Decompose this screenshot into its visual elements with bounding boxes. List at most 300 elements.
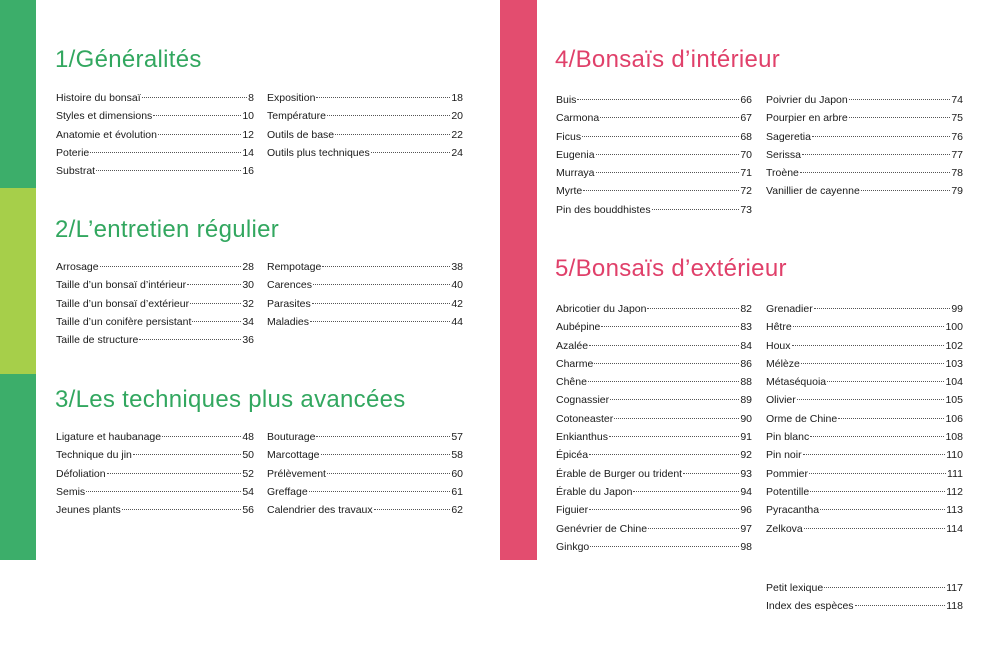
toc-entry-page-number: 48 bbox=[242, 431, 254, 443]
toc-entry-page-number: 83 bbox=[740, 321, 752, 334]
toc-entry bbox=[556, 483, 752, 501]
toc-entry bbox=[766, 428, 963, 446]
dot-leader bbox=[583, 190, 739, 191]
toc-entry bbox=[556, 318, 752, 336]
toc-entry-label: Prélèvement bbox=[267, 467, 326, 480]
toc-entry-label: Sageretia bbox=[766, 130, 811, 143]
dot-leader bbox=[589, 509, 739, 510]
toc-entry bbox=[556, 373, 752, 391]
dot-leader bbox=[582, 136, 739, 137]
dot-leader bbox=[609, 436, 739, 437]
toc-entry-page-number: 8 bbox=[248, 92, 254, 104]
toc-column bbox=[56, 258, 254, 349]
toc-entry-page-number: 50 bbox=[242, 449, 254, 462]
toc-entry-page-number: 82 bbox=[740, 303, 752, 315]
toc-entry bbox=[267, 501, 463, 519]
toc-entry-page-number: 36 bbox=[242, 334, 254, 347]
toc-entry-label: Taille d’un bonsaï d’intérieur bbox=[56, 279, 187, 292]
toc-entry-page-number: 12 bbox=[242, 128, 254, 141]
toc-column bbox=[766, 91, 963, 201]
dot-leader bbox=[801, 363, 945, 364]
toc-entry-page-number: 54 bbox=[242, 485, 254, 498]
toc-entry-label: Bouturage bbox=[267, 431, 316, 443]
toc-entry-page-number: 20 bbox=[451, 110, 463, 123]
toc-entry-page-number: 73 bbox=[740, 203, 752, 216]
toc-entry-label: Troène bbox=[766, 167, 799, 180]
dot-leader bbox=[309, 491, 451, 492]
toc-entry bbox=[267, 428, 463, 446]
toc-entry-label: Pommier bbox=[766, 467, 809, 480]
toc-entry-page-number: 104 bbox=[945, 376, 963, 389]
toc-entry-label: Maladies bbox=[267, 315, 310, 328]
dot-leader bbox=[153, 115, 241, 116]
toc-entry-label: Figuier bbox=[556, 504, 589, 517]
toc-entry bbox=[556, 109, 752, 127]
toc-entry-page-number: 22 bbox=[451, 128, 463, 141]
toc-entry-page-number: 62 bbox=[451, 504, 463, 517]
toc-entry-label: Ligature et haubanage bbox=[56, 431, 162, 443]
dot-leader bbox=[322, 266, 450, 267]
toc-entry-label: Jeunes plants bbox=[56, 504, 121, 517]
toc-entry-page-number: 79 bbox=[951, 185, 963, 198]
dot-leader bbox=[614, 418, 739, 419]
dot-leader bbox=[162, 436, 241, 437]
toc-entry-page-number: 71 bbox=[740, 167, 752, 180]
toc-entry-page-number: 89 bbox=[740, 394, 752, 407]
toc-entry-page-number: 60 bbox=[451, 467, 463, 480]
toc-entry-label: Carmona bbox=[556, 112, 600, 125]
section-title-techniques: 3/Les techniques plus avancées bbox=[55, 386, 406, 413]
toc-entry bbox=[766, 446, 963, 464]
toc-entry bbox=[56, 446, 254, 464]
dot-leader bbox=[633, 491, 739, 492]
dot-leader bbox=[310, 321, 450, 322]
toc-entry-label: Arrosage bbox=[56, 261, 99, 273]
dot-leader bbox=[610, 399, 739, 400]
toc-column bbox=[56, 428, 254, 519]
toc-entry bbox=[56, 295, 254, 313]
dot-leader bbox=[133, 454, 241, 455]
toc-entry bbox=[267, 483, 463, 501]
toc-entry bbox=[56, 501, 254, 519]
toc-column bbox=[556, 91, 752, 219]
dot-leader bbox=[589, 345, 739, 346]
toc-column bbox=[766, 300, 963, 538]
toc-entry-page-number: 86 bbox=[740, 357, 752, 370]
toc-entry-label: Taille d’un bonsaï d’extérieur bbox=[56, 297, 190, 310]
dot-leader bbox=[577, 99, 739, 100]
toc-entry-label: Anatomie et évolution bbox=[56, 128, 157, 141]
dot-leader bbox=[327, 473, 450, 474]
toc-entry-label: Taille d’un conifère persistant bbox=[56, 315, 192, 328]
toc-entry bbox=[556, 538, 752, 556]
toc-entry-page-number: 84 bbox=[740, 339, 752, 352]
green-side-bar bbox=[0, 0, 36, 188]
dot-leader bbox=[313, 284, 450, 285]
toc-entry bbox=[556, 501, 752, 519]
dot-leader bbox=[596, 154, 740, 155]
toc-entry-page-number: 117 bbox=[946, 582, 963, 594]
toc-entry bbox=[556, 465, 752, 483]
toc-entry-page-number: 57 bbox=[451, 431, 463, 443]
toc-entry bbox=[556, 337, 752, 355]
toc-entry bbox=[267, 465, 463, 483]
toc-entry-label: Ficus bbox=[556, 130, 582, 143]
toc-entry bbox=[267, 89, 463, 107]
toc-entry-label: Serissa bbox=[766, 148, 802, 161]
dot-leader bbox=[192, 321, 241, 322]
toc-entry-label: Petit lexique bbox=[766, 582, 824, 594]
toc-entry bbox=[267, 107, 463, 125]
toc-entry-page-number: 102 bbox=[945, 339, 963, 352]
toc-entry-page-number: 90 bbox=[740, 412, 752, 425]
toc-entry bbox=[267, 144, 463, 162]
toc-entry bbox=[766, 91, 963, 109]
toc-entry-page-number: 88 bbox=[740, 376, 752, 389]
toc-column bbox=[556, 300, 752, 556]
toc-entry-label: Orme de Chine bbox=[766, 412, 838, 425]
toc-entry-label: Température bbox=[267, 110, 326, 123]
toc-entry-page-number: 10 bbox=[242, 110, 254, 123]
toc-entry-page-number: 93 bbox=[740, 467, 752, 480]
toc-entry-label: Technique du jin bbox=[56, 449, 132, 462]
dot-leader bbox=[316, 436, 450, 437]
toc-entry-page-number: 78 bbox=[951, 167, 963, 180]
dot-leader bbox=[190, 303, 241, 304]
dot-leader bbox=[803, 454, 946, 455]
toc-entry-page-number: 77 bbox=[951, 148, 963, 161]
dot-leader bbox=[792, 345, 945, 346]
dot-leader bbox=[652, 209, 740, 210]
toc-entry-page-number: 61 bbox=[451, 485, 463, 498]
toc-entry bbox=[766, 300, 963, 318]
toc-entry bbox=[766, 182, 963, 200]
toc-entry bbox=[556, 428, 752, 446]
toc-entry bbox=[556, 410, 752, 428]
dot-leader bbox=[316, 97, 450, 98]
toc-entry bbox=[556, 201, 752, 219]
toc-entry-page-number: 118 bbox=[946, 600, 963, 613]
dot-leader bbox=[158, 134, 241, 135]
toc-entry bbox=[556, 182, 752, 200]
dot-leader bbox=[594, 363, 739, 364]
dot-leader bbox=[809, 473, 946, 474]
toc-entry bbox=[766, 128, 963, 146]
toc-entry-label: Taille de structure bbox=[56, 334, 139, 347]
toc-entry-page-number: 28 bbox=[242, 261, 254, 273]
toc-entry bbox=[766, 483, 963, 501]
toc-entry bbox=[556, 128, 752, 146]
toc-entry bbox=[556, 91, 752, 109]
toc-entry-page-number: 56 bbox=[242, 504, 254, 517]
dot-leader bbox=[648, 528, 739, 529]
toc-entry-label: Greffage bbox=[267, 485, 308, 498]
dot-leader bbox=[800, 172, 950, 173]
toc-entry bbox=[56, 428, 254, 446]
dot-leader bbox=[90, 152, 241, 153]
dot-leader bbox=[371, 152, 451, 153]
toc-entry-page-number: 58 bbox=[451, 449, 463, 462]
section-title-interieur: 4/Bonsaïs d’intérieur bbox=[555, 46, 781, 73]
toc-entry-label: Charme bbox=[556, 357, 594, 370]
toc-entry bbox=[766, 465, 963, 483]
toc-entry bbox=[766, 597, 963, 615]
toc-entry-label: Érable du Japon bbox=[556, 485, 633, 498]
toc-entry-page-number: 52 bbox=[242, 467, 254, 480]
dot-leader bbox=[824, 587, 945, 588]
toc-entry bbox=[56, 126, 254, 144]
dot-leader bbox=[861, 190, 951, 191]
toc-entry-page-number: 113 bbox=[946, 504, 963, 517]
dot-leader bbox=[596, 172, 740, 173]
toc-entry bbox=[267, 258, 463, 276]
toc-entry bbox=[766, 146, 963, 164]
toc-entry bbox=[56, 107, 254, 125]
toc-entry-label: Pin noir bbox=[766, 449, 802, 462]
toc-column bbox=[267, 258, 463, 331]
section-title-exterieur: 5/Bonsaïs d’extérieur bbox=[555, 255, 787, 282]
dot-leader bbox=[100, 266, 242, 267]
toc-column bbox=[766, 579, 963, 616]
toc-entry-label: Vanillier de cayenne bbox=[766, 185, 860, 198]
toc-entry-page-number: 74 bbox=[951, 94, 963, 106]
toc-entry bbox=[556, 520, 752, 538]
toc-entry bbox=[766, 579, 963, 597]
toc-entry-page-number: 75 bbox=[951, 112, 963, 125]
toc-entry bbox=[766, 410, 963, 428]
toc-entry bbox=[56, 313, 254, 331]
toc-entry-label: Carences bbox=[267, 279, 312, 292]
toc-entry-label: Enkianthus bbox=[556, 431, 608, 444]
toc-entry-label: Rempotage bbox=[267, 261, 322, 273]
toc-entry bbox=[56, 465, 254, 483]
toc-entry-label: Outils de base bbox=[267, 128, 335, 141]
section-title-generalites: 1/Généralités bbox=[55, 46, 202, 73]
section-title-entretien: 2/L’entretien régulier bbox=[55, 216, 280, 243]
toc-entry bbox=[56, 276, 254, 294]
dot-leader bbox=[849, 99, 951, 100]
toc-entry-page-number: 106 bbox=[945, 412, 963, 425]
toc-entry bbox=[556, 300, 752, 318]
toc-entry bbox=[766, 391, 963, 409]
toc-entry-label: Poivrier du Japon bbox=[766, 94, 848, 106]
dot-leader bbox=[814, 308, 951, 309]
toc-entry-page-number: 40 bbox=[451, 279, 463, 292]
toc-entry-label: Défoliation bbox=[56, 467, 106, 480]
toc-entry-label: Métaséquoia bbox=[766, 376, 827, 389]
toc-entry-label: Substrat bbox=[56, 165, 96, 178]
toc-entry-label: Poterie bbox=[56, 146, 90, 159]
toc-entry-page-number: 92 bbox=[740, 449, 752, 462]
toc-entry bbox=[766, 164, 963, 182]
dot-leader bbox=[187, 284, 241, 285]
toc-entry bbox=[766, 109, 963, 127]
toc-entry bbox=[56, 483, 254, 501]
toc-entry-label: Potentille bbox=[766, 485, 810, 498]
toc-entry-label: Pin des bouddhistes bbox=[556, 203, 651, 216]
dot-leader bbox=[601, 326, 739, 327]
toc-entry-label: Murraya bbox=[556, 167, 595, 180]
toc-entry-label: Épicéa bbox=[556, 449, 589, 462]
toc-entry bbox=[56, 162, 254, 180]
dot-leader bbox=[793, 326, 945, 327]
dot-leader bbox=[600, 117, 739, 118]
toc-entry-label: Buis bbox=[556, 94, 577, 106]
dot-leader bbox=[374, 509, 451, 510]
dot-leader bbox=[802, 154, 950, 155]
dot-leader bbox=[838, 418, 944, 419]
toc-entry-label: Abricotier du Japon bbox=[556, 303, 647, 315]
toc-entry bbox=[556, 146, 752, 164]
toc-entry-label: Olivier bbox=[766, 394, 796, 407]
toc-entry-label: Grenadier bbox=[766, 303, 813, 315]
toc-entry-page-number: 67 bbox=[740, 112, 752, 125]
dot-leader bbox=[849, 117, 951, 118]
toc-entry-label: Chêne bbox=[556, 376, 587, 389]
dot-leader bbox=[107, 473, 242, 474]
toc-entry bbox=[56, 258, 254, 276]
dot-leader bbox=[122, 509, 242, 510]
toc-entry bbox=[556, 355, 752, 373]
toc-entry-label: Azalée bbox=[556, 339, 589, 352]
toc-entry bbox=[766, 373, 963, 391]
toc-entry-label: Genévrier de Chine bbox=[556, 522, 648, 535]
dot-leader bbox=[855, 605, 946, 606]
toc-entry bbox=[556, 164, 752, 182]
dot-leader bbox=[810, 491, 945, 492]
toc-entry-page-number: 72 bbox=[740, 185, 752, 198]
toc-entry bbox=[267, 446, 463, 464]
toc-entry-label: Exposition bbox=[267, 92, 316, 104]
toc-entry-label: Ginkgo bbox=[556, 540, 590, 553]
dot-leader bbox=[96, 170, 241, 171]
dot-leader bbox=[647, 308, 739, 309]
toc-entry bbox=[267, 295, 463, 313]
toc-entry bbox=[766, 337, 963, 355]
toc-entry-label: Marcottage bbox=[267, 449, 320, 462]
toc-entry bbox=[766, 520, 963, 538]
toc-entry-page-number: 76 bbox=[951, 130, 963, 143]
toc-entry-label: Outils plus techniques bbox=[267, 146, 370, 159]
dot-leader bbox=[827, 381, 944, 382]
toc-entry-label: Index des espèces bbox=[766, 600, 854, 613]
toc-entry bbox=[267, 126, 463, 144]
toc-entry-label: Eugenia bbox=[556, 148, 595, 161]
toc-entry bbox=[556, 391, 752, 409]
dot-leader bbox=[312, 303, 451, 304]
toc-entry-label: Érable de Burger ou trident bbox=[556, 467, 683, 480]
toc-entry-label: Houx bbox=[766, 339, 791, 352]
toc-entry-page-number: 94 bbox=[740, 485, 752, 498]
toc-column bbox=[56, 89, 254, 180]
toc-entry-label: Zelkova bbox=[766, 522, 803, 535]
toc-entry bbox=[267, 313, 463, 331]
toc-entry bbox=[56, 144, 254, 162]
dot-leader bbox=[588, 381, 739, 382]
toc-entry-label: Myrte bbox=[556, 185, 583, 198]
toc-entry-page-number: 70 bbox=[740, 148, 752, 161]
toc-entry-label: Calendrier des travaux bbox=[267, 504, 373, 517]
toc-entry-page-number: 98 bbox=[740, 540, 752, 553]
toc-entry-page-number: 44 bbox=[451, 315, 463, 328]
toc-entry-page-number: 42 bbox=[451, 297, 463, 310]
dot-leader bbox=[139, 339, 241, 340]
dot-leader bbox=[589, 454, 739, 455]
toc-entry-page-number: 18 bbox=[451, 92, 463, 104]
toc-entry-label: Cognassier bbox=[556, 394, 610, 407]
toc-entry-page-number: 100 bbox=[945, 321, 963, 334]
pink-center-bar bbox=[500, 0, 537, 560]
dot-leader bbox=[810, 436, 944, 437]
toc-entry-page-number: 24 bbox=[451, 146, 463, 159]
dot-leader bbox=[683, 473, 739, 474]
dot-leader bbox=[804, 528, 945, 529]
toc-entry-page-number: 112 bbox=[946, 485, 963, 498]
toc-entry-page-number: 110 bbox=[946, 449, 963, 462]
toc-entry bbox=[556, 446, 752, 464]
toc-column bbox=[267, 89, 463, 162]
toc-entry-label: Pyracantha bbox=[766, 504, 820, 517]
toc-entry bbox=[766, 501, 963, 519]
dot-leader bbox=[820, 509, 945, 510]
toc-entry-page-number: 66 bbox=[740, 94, 752, 106]
dot-leader bbox=[797, 399, 945, 400]
toc-column bbox=[267, 428, 463, 519]
dot-leader bbox=[327, 115, 450, 116]
toc-entry-page-number: 108 bbox=[945, 431, 963, 444]
toc-entry-page-number: 99 bbox=[951, 303, 963, 315]
toc-entry bbox=[766, 355, 963, 373]
toc-entry-page-number: 38 bbox=[451, 261, 463, 273]
toc-entry-page-number: 30 bbox=[242, 279, 254, 292]
toc-entry bbox=[267, 276, 463, 294]
toc-entry-label: Aubépine bbox=[556, 321, 601, 334]
toc-entry-page-number: 111 bbox=[947, 467, 963, 480]
toc-entry-label: Styles et dimensions bbox=[56, 110, 153, 123]
toc-entry-label: Cotoneaster bbox=[556, 412, 614, 425]
toc-entry-label: Hêtre bbox=[766, 321, 792, 334]
toc-entry bbox=[766, 318, 963, 336]
dot-leader bbox=[590, 546, 739, 547]
dot-leader bbox=[335, 134, 450, 135]
toc-entry-page-number: 105 bbox=[945, 394, 963, 407]
dot-leader bbox=[812, 136, 950, 137]
toc-entry-label: Pin blanc bbox=[766, 431, 810, 444]
dot-leader bbox=[86, 491, 241, 492]
toc-entry bbox=[56, 89, 254, 107]
toc-entry-label: Mélèze bbox=[766, 357, 800, 370]
toc-entry-label: Semis bbox=[56, 485, 86, 498]
toc-entry-page-number: 68 bbox=[740, 130, 752, 143]
toc-entry-label: Histoire du bonsaï bbox=[56, 92, 141, 104]
toc-entry-label: Parasites bbox=[267, 297, 311, 310]
toc-entry-page-number: 34 bbox=[242, 315, 254, 328]
toc-entry bbox=[56, 331, 254, 349]
lime-side-bar bbox=[0, 188, 36, 374]
toc-entry-label: Pourpier en arbre bbox=[766, 112, 848, 125]
toc-entry-page-number: 32 bbox=[242, 297, 254, 310]
toc-entry-page-number: 96 bbox=[740, 504, 752, 517]
toc-entry-page-number: 16 bbox=[242, 165, 254, 178]
toc-entry-page-number: 103 bbox=[945, 357, 963, 370]
toc-entry-page-number: 97 bbox=[740, 522, 752, 535]
dot-leader bbox=[142, 97, 248, 98]
green-side-bar-bottom bbox=[0, 374, 36, 560]
toc-entry-page-number: 91 bbox=[740, 431, 752, 444]
toc-entry-page-number: 114 bbox=[946, 522, 963, 535]
dot-leader bbox=[321, 454, 451, 455]
toc-entry-page-number: 14 bbox=[242, 146, 254, 159]
